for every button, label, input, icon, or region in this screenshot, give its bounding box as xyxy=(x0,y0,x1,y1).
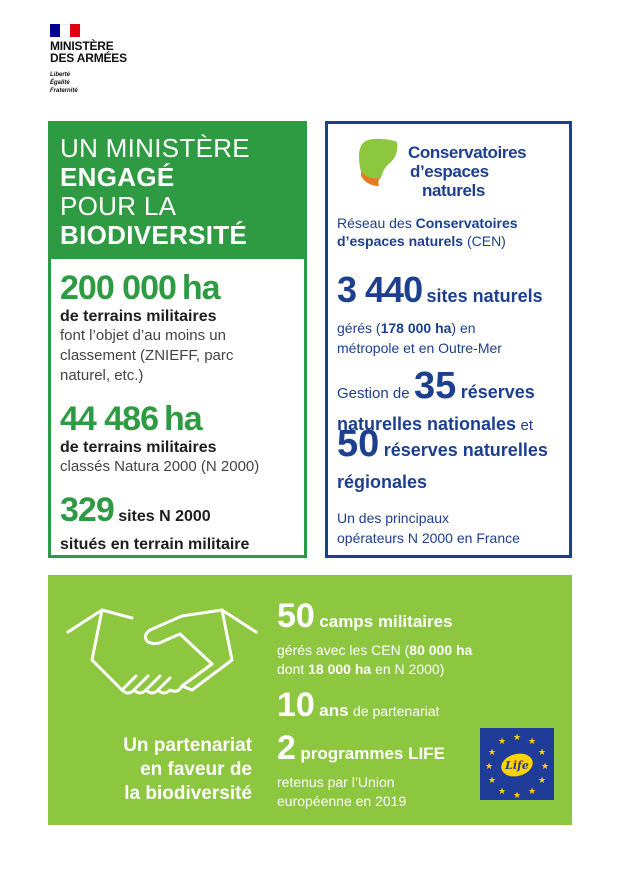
stat-terrains-classes: 200 000 ha de terrains militaires font l’objet d’au moins un classement (ZNIEFF, parc naturel, etc.) xyxy=(60,269,234,384)
svg-text:★: ★ xyxy=(527,737,537,747)
stat-terrains-natura: 44 486 ha de terrains militaires classés Natura 2000 (N 2000) xyxy=(60,400,260,475)
stat-camps-militaires: 50 camps militaires gérés avec les CEN (80 000 ha dont 18 000 ha en N 2000) xyxy=(277,597,473,677)
handshake-icon xyxy=(62,590,262,710)
stat-reserves-nationales: Gestion de 35 réserves naturelles nationales et xyxy=(337,365,535,434)
svg-text:★: ★ xyxy=(487,776,497,786)
svg-text:★: ★ xyxy=(527,787,537,797)
svg-text:★: ★ xyxy=(537,748,547,758)
title-line: POUR LA xyxy=(60,191,177,221)
cen-network-label: Réseau des Conservatoires d’espaces naturels (CEN) xyxy=(337,215,518,249)
svg-text:★: ★ xyxy=(512,733,522,743)
svg-text:★: ★ xyxy=(540,762,550,772)
partnership-caption: Un partenariat en faveur de la biodiversité xyxy=(123,735,252,804)
svg-text:★: ★ xyxy=(487,748,497,758)
ministry-name: MINISTÈRE DES ARMÉES xyxy=(50,39,127,65)
republic-motto: Liberté Égalité Fraternité xyxy=(50,72,78,94)
svg-text:★: ★ xyxy=(497,737,507,747)
svg-text:★: ★ xyxy=(497,787,507,797)
stat-programmes-life: 2 programmes LIFE retenus par l’Union européenne en 2019 xyxy=(277,729,445,809)
cen-org-name: Conservatoires d’espaces naturels xyxy=(408,143,527,200)
svg-text:★: ★ xyxy=(537,776,547,786)
title-line: BIODIVERSITÉ xyxy=(60,220,248,250)
cen-operator-note: Un des principaux opérateurs N 2000 en France xyxy=(337,510,520,546)
stat-sites-naturels: 3 440 sites naturels gérés (178 000 ha) en métropole et en Outre-Mer xyxy=(337,269,543,356)
cen-logo-icon xyxy=(357,136,402,190)
eu-life-logo-icon xyxy=(480,728,554,800)
stat-sites-n2000: 329 sites N 2000 situés en terrain militaire xyxy=(60,491,250,553)
svg-text:Life: Life xyxy=(505,759,529,772)
stat-reserves-regionales: 50 réserves naturelles régionales xyxy=(337,423,548,492)
svg-text:★: ★ xyxy=(484,762,494,772)
title-line: ENGAGÉ xyxy=(60,162,175,192)
stat-annees-partenariat: 10 ans de partenariat xyxy=(277,686,440,724)
title-line: UN MINISTÈRE xyxy=(60,133,250,163)
svg-text:★: ★ xyxy=(512,791,522,800)
republic-flag-logo xyxy=(50,24,80,37)
